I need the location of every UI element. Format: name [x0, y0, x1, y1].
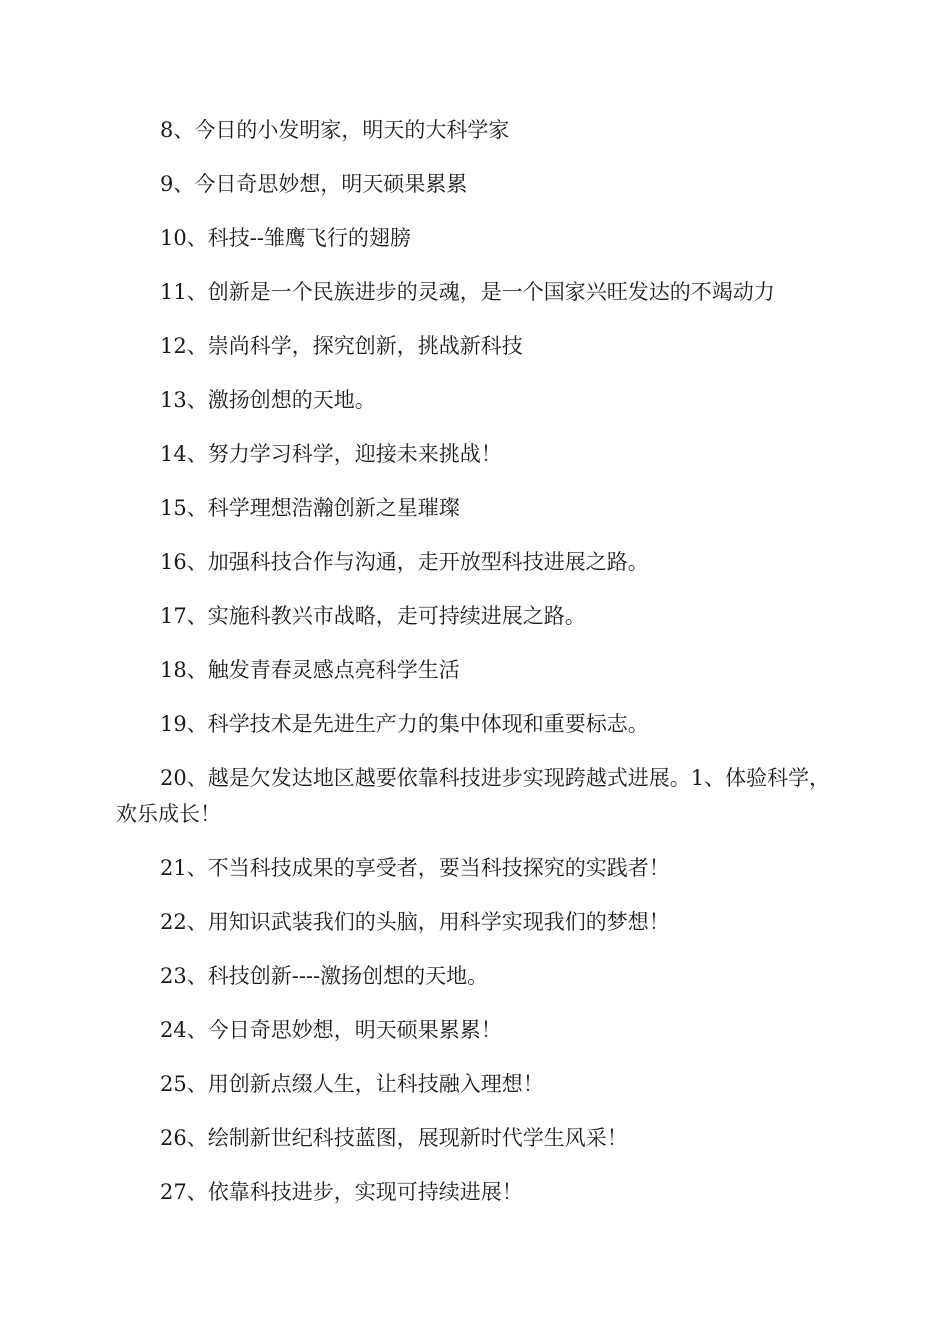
slogan-paragraph: 27、依靠科技进步，实现可持续进展！ — [160, 1180, 523, 1204]
slogan-paragraph: 15、科学理想浩瀚创新之星璀璨 — [160, 496, 460, 520]
slogan-paragraph: 21、不当科技成果的享受者，要当科技探究的实践者！ — [160, 856, 670, 880]
slogan-paragraph: 10、科技--雏鹰飞行的翅膀 — [160, 226, 411, 250]
slogan-paragraph: 14、努力学习科学，迎接未来挑战！ — [160, 442, 502, 466]
slogan-paragraph: 8、今日的小发明家，明天的大科学家 — [160, 118, 510, 142]
slogan-paragraph: 13、激扬创想的天地。 — [160, 388, 376, 412]
slogan-paragraph: 19、科学技术是先进生产力的集中体现和重要标志。 — [160, 712, 649, 736]
slogan-paragraph: 20、越是欠发达地区越要依靠科技进步实现跨越式进展。1、体验科学，欢乐成长！ — [116, 766, 831, 826]
slogan-paragraph: 24、今日奇思妙想，明天硕果累累！ — [160, 1018, 502, 1042]
slogan-paragraph: 25、用创新点缀人生，让科技融入理想！ — [160, 1072, 544, 1096]
slogan-paragraph: 9、今日奇思妙想，明天硕果累累 — [160, 172, 468, 196]
slogan-paragraph: 26、绘制新世纪科技蓝图，展现新时代学生风采！ — [160, 1126, 628, 1150]
slogan-paragraph: 12、崇尚科学，探究创新，挑战新科技 — [160, 334, 523, 358]
slogan-paragraph: 23、科技创新----激扬创想的天地。 — [160, 964, 489, 988]
slogan-paragraph: 18、触发青春灵感点亮科学生活 — [160, 658, 460, 682]
slogan-paragraph: 17、实施科教兴市战略，走可持续进展之路。 — [160, 604, 586, 628]
slogan-paragraph: 11、创新是一个民族进步的灵魂，是一个国家兴旺发达的不竭动力 — [160, 280, 775, 304]
slogan-paragraph: 22、用知识武装我们的头脑，用科学实现我们的梦想！ — [160, 910, 670, 934]
slogan-paragraph: 16、加强科技合作与沟通，走开放型科技进展之路。 — [160, 550, 649, 574]
document-body — [116, 112, 836, 1228]
